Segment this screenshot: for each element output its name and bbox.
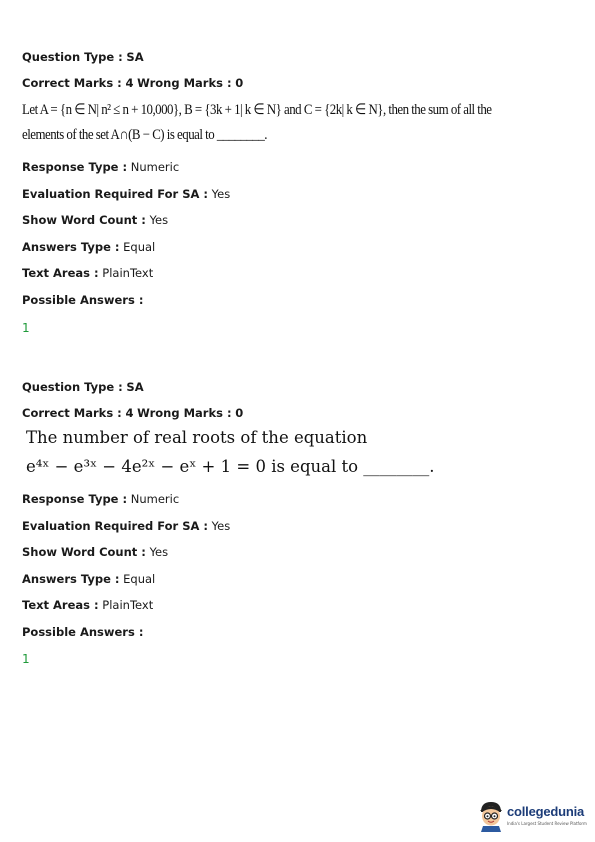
student-mascot-icon <box>477 800 505 832</box>
question-2-evaluation-required: Evaluation Required For SA : Yes <box>22 519 231 533</box>
question-2-text-line-2: e⁴ˣ − e³ˣ − 4e²ˣ − eˣ + 1 = 0 is equal to ________. <box>26 457 435 476</box>
question-2-type: Question Type : SA <box>22 380 144 394</box>
question-1-type: Question Type : SA <box>22 50 144 64</box>
question-1-answers-type: Answers Type : Equal <box>22 240 156 254</box>
question-1-text-line-1: Let A = {n ∈ N| n² ≤ n + 10,000}, B = {3k + 1| k ∈ N} and C = {2k| k ∈ N}, then the sum of all the <box>22 102 492 118</box>
question-1-show-word-count: Show Word Count : Yes <box>22 213 169 227</box>
question-2-text-line-1: The number of real roots of the equation <box>26 428 368 447</box>
question-2-possible-answers-label: Possible Answers : <box>22 625 144 639</box>
question-1-answer: 1 <box>22 321 30 335</box>
logo-tagline: India's Largest Student Review Platform <box>507 821 587 826</box>
question-2-answer: 1 <box>22 652 30 666</box>
question-2-show-word-count: Show Word Count : Yes <box>22 545 169 559</box>
question-1-marks: Correct Marks : 4 Wrong Marks : 0 <box>22 76 244 90</box>
question-1-response-type: Response Type : Numeric <box>22 160 180 174</box>
question-2-response-type: Response Type : Numeric <box>22 492 180 506</box>
question-2-text-areas: Text Areas : PlainText <box>22 598 154 612</box>
question-2-marks: Correct Marks : 4 Wrong Marks : 0 <box>22 406 244 420</box>
question-1-text-areas: Text Areas : PlainText <box>22 266 154 280</box>
collegedunia-logo <box>477 800 589 834</box>
question-1-evaluation-required: Evaluation Required For SA : Yes <box>22 187 231 201</box>
question-2-answers-type: Answers Type : Equal <box>22 572 156 586</box>
question-1-possible-answers-label: Possible Answers : <box>22 293 144 307</box>
question-1-text-line-2: elements of the set A∩(B − C) is equal to ________. <box>22 127 268 143</box>
logo-name: collegedunia <box>507 804 585 819</box>
